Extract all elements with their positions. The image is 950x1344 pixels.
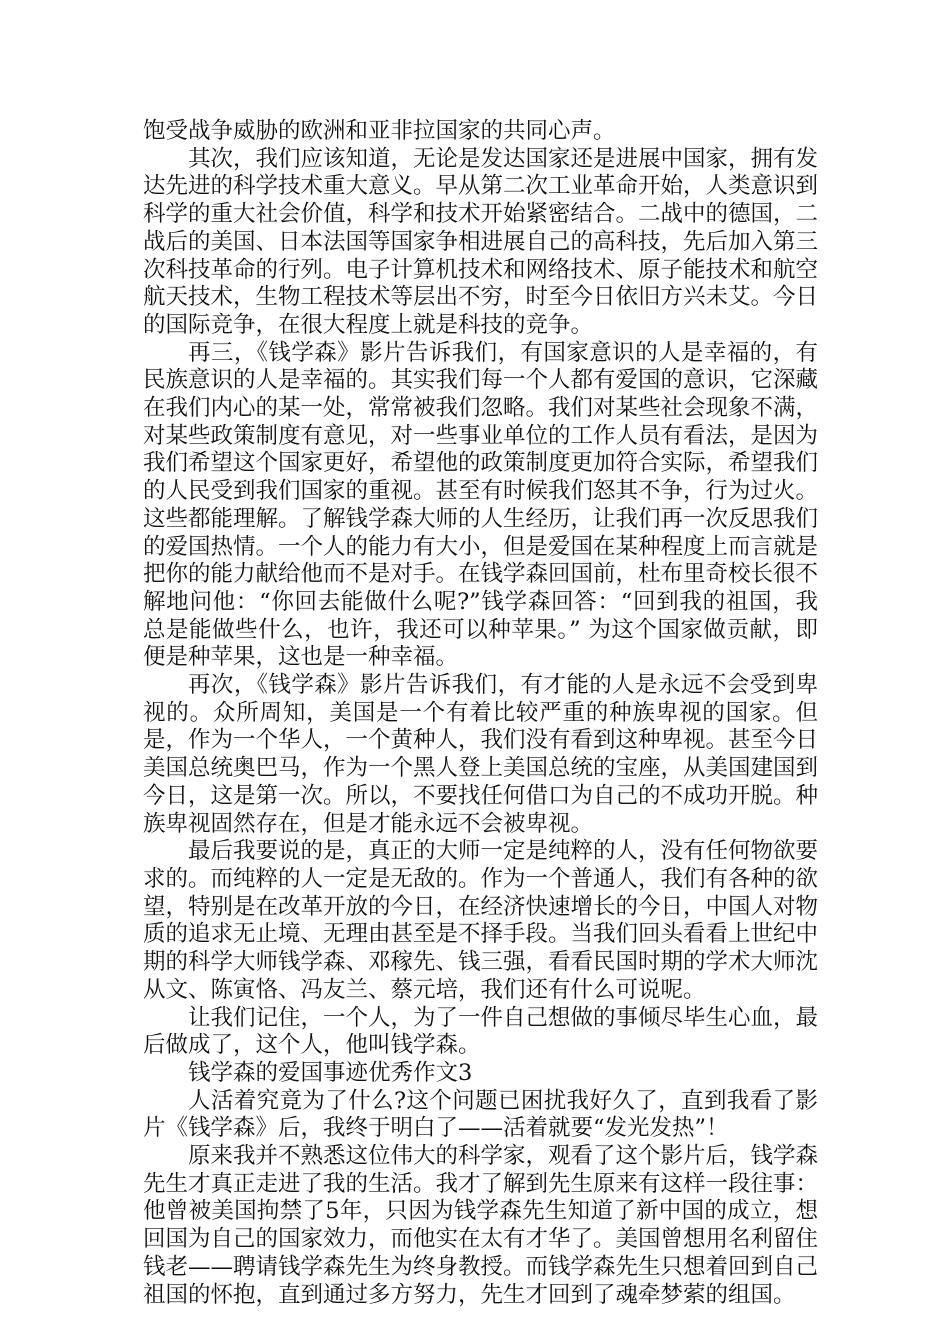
- paragraph-5: 最后我要说的是，真正的大师一定是纯粹的人，没有任何物欲要求的。而纯粹的人一定是无敌的。作为一个普通人，我们有各种的欲望，特别是在改革开放的今日，在经济快速增长的今日，中国人对物质的追求无止境、无理由甚至是不择手段。当我们回头看看上世纪中期的科学大师钱学森、邓稼先、钱三强，看看民国时期的学术大师沈从文、陈寅恪、冯友兰、蔡元培，我们还有什么可说呢。: [143, 838, 819, 1003]
- paragraph-1: 饱受战争威胁的欧洲和亚非拉国家的共同心声。: [143, 118, 616, 144]
- document-body: [143, 118, 818, 1309]
- paragraph-2: 其次，我们应该知道，无论是发达国家还是进展中国家，拥有发达先进的科学技术重大意义。早从第二次工业革命开始，人类意识到科学的重大社会价值，科学和技术开始紧密结合。二战中的德国，二战后的美国、日本法国等国家争相进展自己的高科技，先后加入第三次科技革命的行列。电子计算机技术和网络技术、原子能技术和航空航天技术，生物工程技术等层出不穷，时至今日依旧方兴未艾。今日的国际竞争，在很大程度上就是科技的竞争。: [143, 145, 819, 338]
- paragraph-3: 再三，《钱学森》影片告诉我们，有国家意识的人是幸福的，有民族意识的人是幸福的。其实我们每一个人都有爱国的意识，它深藏在我们内心的某一处，常常被我们忽略。我们对某些社会现象不满，对某些政策制度有意见，对一些事业单位的工作人员有看法，是因为我们希望这个国家更好，希望他的政策制度更加符合实际，希望我们的人民受到我们国家的重视。甚至有时候我们怒其不争，行为过火。这些都能理解。了解钱学森大师的人生经历，让我们再一次反思我们的爱国热情。一个人的能力有大小，但是爱国在某种程度上而言就是把你的能力献给他而不是对手。在钱学森回国前，杜布里奇校长很不解地问他：“你回去能做什么呢?”钱学森回答：“回到我的祖国，我总是能做些什么，也许，我还可以种苹果。” 为这个国家做贡献，即便是种苹果，这也是一种幸福。: [143, 339, 819, 671]
- paragraph-8: 原来我并不熟悉这位伟大的科学家，观看了这个影片后，钱学森先生才真正走进了我的生活。我才了解到先生原来有这样一段往事：他曾被美国拘禁了5年，只因为钱学森先生知道了新中国的成立，想回国为自己的国家效力，而他实在太有才华了。美国曾想用名利留住钱老——聘请钱学森先生为终身教授。而钱学森先生只想着回到自己祖国的怀抱，直到通过多方努力，先生才回到了魂牵梦萦的组国。: [143, 1143, 819, 1308]
- section-heading: 钱学森的爱国事迹优秀作文3: [188, 1059, 473, 1086]
- paragraph-7: 人活着究竟为了什么?这个问题已困扰我好久了，直到我看了影片《钱学森》后，我终于明白了——活着就要“发光发热”！: [143, 1087, 818, 1142]
- paragraph-6: 让我们记住，一个人，为了一件自己想做的事倾尽毕生心血，最后做成了，这个人，他叫钱学森。: [143, 1004, 819, 1059]
- paragraph-4: 再次，《钱学森》影片告诉我们，有才能的人是永远不会受到卑视的。众所周知，美国是一个有着比较严重的种族卑视的国家。但是，作为一个华人，一个黄种人，我们没有看到这种卑视。甚至今日美国总统奥巴马，作为一个黑人登上美国总统的宝座，从美国建国到今日，这是第一次。所以，不要找任何借口为自己的不成功开脱。种族卑视固然存在，但是才能永远不会被卑视。: [143, 672, 819, 837]
